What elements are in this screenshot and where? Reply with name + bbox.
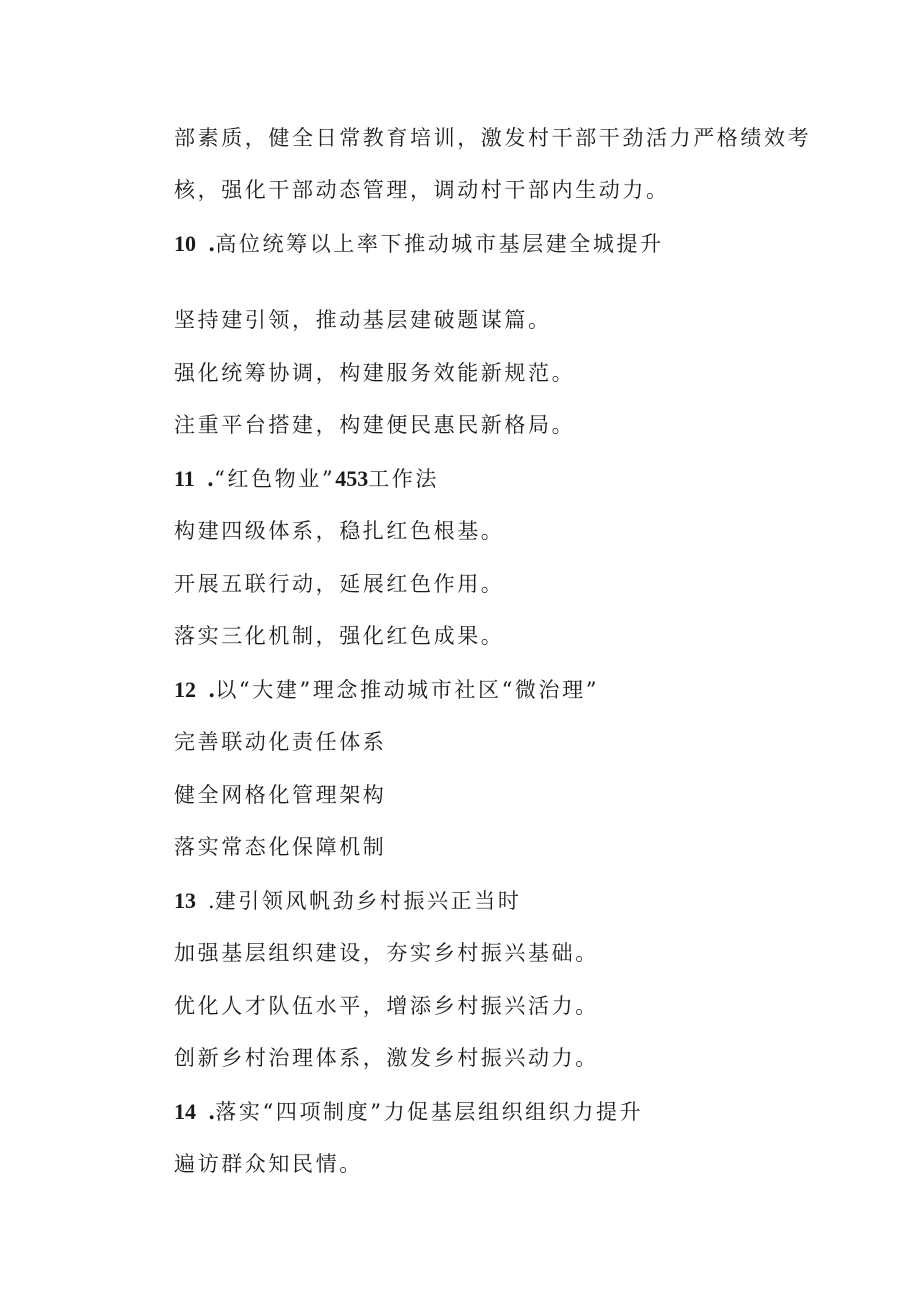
- paragraph-line: 部素质，健全日常教育培训，激发村干部干劲活力严格绩效考: [174, 126, 812, 150]
- section-heading-12: [174, 679, 599, 701]
- list-item: 强化统筹协调，构建服务效能新规范。: [174, 361, 576, 385]
- section-title-number: 453: [335, 466, 369, 491]
- section-title: 以“大建”理念推动城市社区“微治理”: [215, 678, 600, 702]
- list-item: 优化人才队伍水平，增添乡村振兴活力。: [174, 994, 599, 1018]
- section-number: 14: [174, 1099, 196, 1124]
- section-heading-11: [174, 468, 439, 490]
- list-item: 坚持建引领，推动基层建破题谋篇。: [174, 308, 552, 332]
- section-dot: .: [208, 1099, 216, 1124]
- list-item: 健全网格化管理架构: [174, 783, 387, 807]
- section-heading-13: [174, 890, 522, 912]
- section-number: 13: [174, 888, 196, 913]
- section-dot: .: [208, 231, 216, 256]
- section-title: 落实“四项制度”力促基层组织组织力提升: [215, 1100, 644, 1124]
- list-item: 遍访群众知民情。: [174, 1152, 363, 1176]
- list-item: 创新乡村治理体系，激发乡村振兴动力。: [174, 1046, 599, 1070]
- section-number: 12: [174, 677, 196, 702]
- section-title: 高位统筹以上率下推动城市基层建全城提升: [215, 232, 664, 256]
- list-item: 构建四级体系，稳扎红色根基。: [174, 519, 505, 543]
- section-dot: .: [208, 889, 215, 913]
- section-number: 10: [174, 231, 196, 256]
- section-heading-14: [174, 1101, 643, 1123]
- section-heading-10: [174, 233, 664, 255]
- section-number: 11: [174, 466, 195, 491]
- section-dot: .: [206, 466, 215, 491]
- paragraph-line: 核，强化干部动态管理，调动村干部内生动力。: [174, 178, 670, 202]
- section-title-suffix: 工作法: [368, 467, 439, 491]
- list-item: 落实常态化保障机制: [174, 835, 387, 859]
- section-dot: .: [208, 677, 216, 702]
- list-item: 开展五联行动，延展红色作用。: [174, 572, 505, 596]
- list-item: 注重平台搭建，构建便民惠民新格局。: [174, 413, 576, 437]
- list-item: 完善联动化责任体系: [174, 730, 387, 754]
- section-title: 建引领风帆劲乡村振兴正当时: [214, 889, 522, 913]
- list-item: 加强基层组织建设，夯实乡村振兴基础。: [174, 941, 599, 965]
- section-title-prefix: “红色物业”: [214, 467, 336, 491]
- list-item: 落实三化机制，强化红色成果。: [174, 624, 505, 648]
